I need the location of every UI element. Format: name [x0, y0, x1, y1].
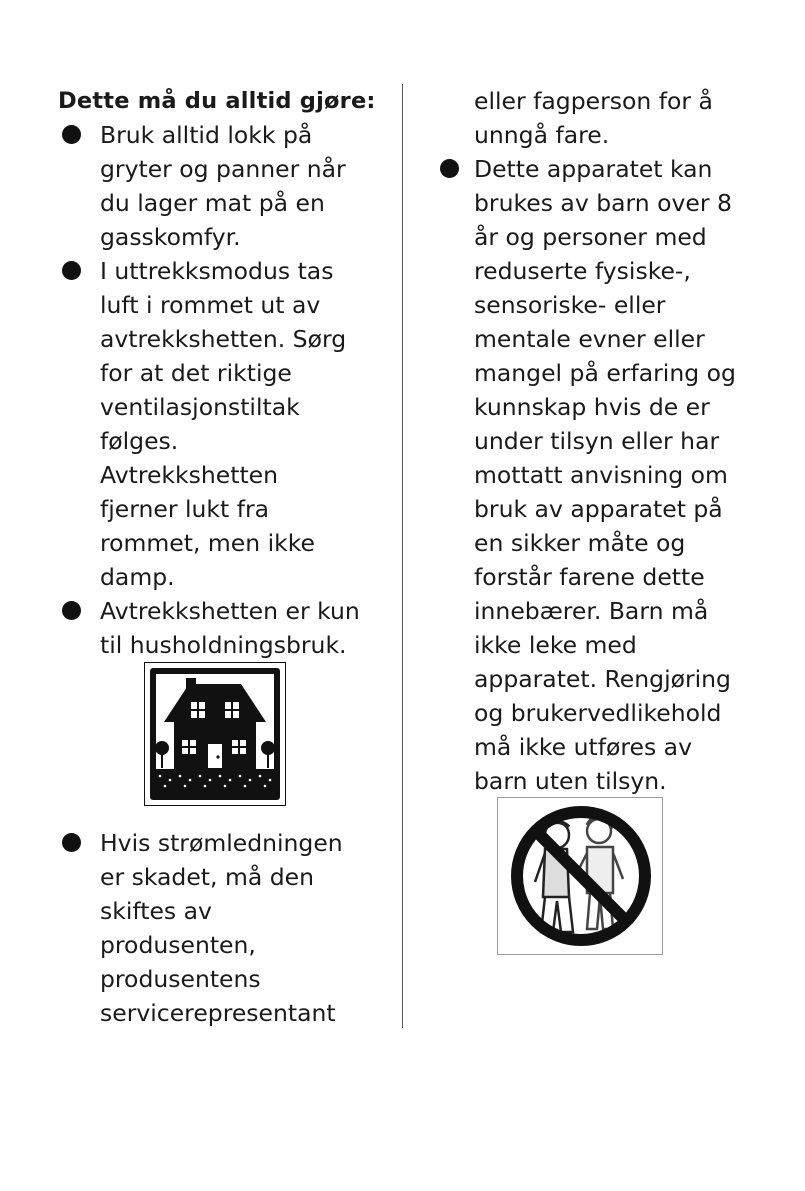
list-item: Avtrekkshetten er kun til husholdningsbruk.	[58, 594, 388, 662]
column-divider	[402, 84, 403, 1028]
no-children-icon	[497, 797, 663, 955]
bullet-icon	[62, 833, 81, 852]
list-item: Bruk alltid lokk på gryter og panner når du lager mat på en gasskomfyr.	[58, 118, 388, 254]
list-item: I uttrekksmodus tas luft i rommet ut av avtrekkshetten. Sørg for at det riktige ventilasjonstiltak følges. Avtrekkshetten fjerner lukt fra rommet, men ikke damp.	[58, 254, 388, 594]
section-heading: Dette må du alltid gjøre:	[58, 88, 376, 114]
continued-text: eller fagperson for å unngå fare.	[474, 87, 713, 149]
left-column-lower	[58, 826, 388, 1030]
bullet-icon	[62, 261, 81, 280]
house-icon	[144, 662, 286, 806]
bullet-icon	[62, 125, 81, 144]
left-column	[58, 84, 388, 662]
list-item: Dette apparatet kan brukes av barn over 8 år og personer med reduserte fysiske-, sensoriske- eller mentale evner eller mangel på erfaring og kunnskap hvis de er under tilsyn eller har mottatt anvisning om bruk av apparatet på en sikker måte og forstår farene dette innebærer. Barn må ikke leke med apparatet. Rengjøring og brukervedlikehold må ikke utføres av barn uten tilsyn.	[440, 152, 780, 798]
right-column	[440, 84, 780, 798]
list-item: Hvis strømledningen er skadet, må den skiftes av produsenten, produsentens servicerepresentant	[58, 826, 388, 1030]
bullet-icon	[440, 159, 459, 178]
bullet-icon	[62, 601, 81, 620]
